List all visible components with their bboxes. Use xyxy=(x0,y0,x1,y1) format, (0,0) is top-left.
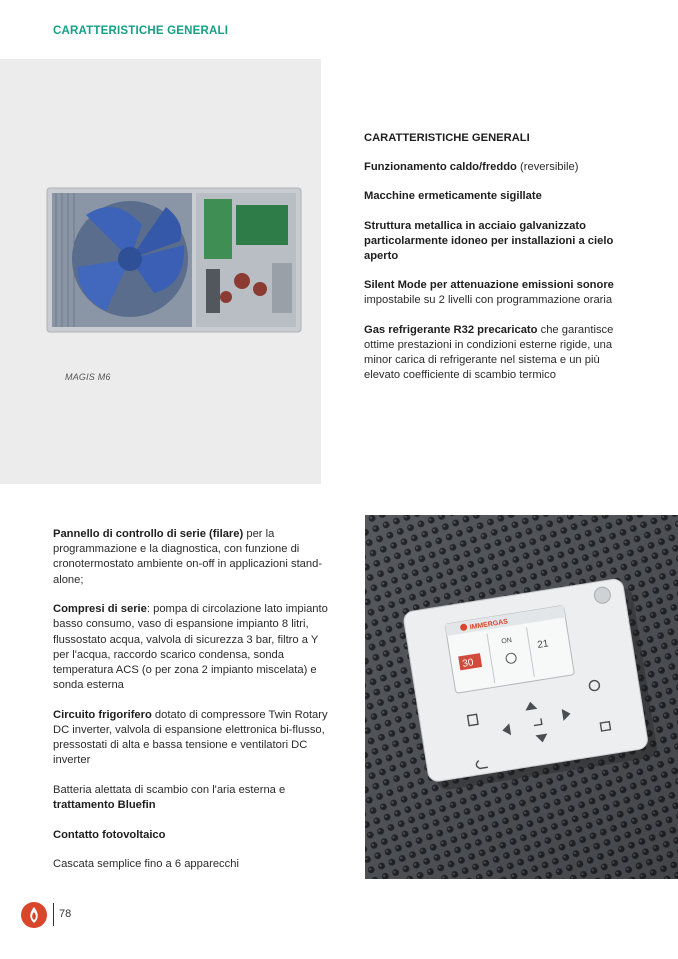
controller-right-value: 21 xyxy=(536,638,550,651)
controller-brand-label: IMMERGAS xyxy=(469,618,509,632)
feature-item: Struttura metallica in acciaio galvanizzato particolarmente idoneo per installazioni a cielo aperto xyxy=(364,219,614,263)
equipment-item: Compresi di serie: pompa di circolazione lato impianto basso consumo, vaso di espansione impianto 8 litri, flussostato acqua, valvola di sicurezza 3 bar, filtro a Y per l'acqua, raccordo scarico condensa, sonda temperatura ACS (o per zona 2 impianto miscelata) e sonda esterna xyxy=(53,603,328,692)
features-heading: CARATTERISTICHE GENERALI xyxy=(364,132,530,144)
equipment-item: Contatto fotovoltaico xyxy=(53,828,166,841)
page-number: 78 xyxy=(59,908,72,920)
figure-caption: MAGIS M6 xyxy=(65,372,111,382)
feature-item: Funzionamento caldo/freddo (reversibile) xyxy=(364,161,579,174)
equipment-item: Cascata semplice fino a 6 apparecchi xyxy=(53,858,239,871)
equipment-item: Circuito frigorifero dotato di compressore Twin Rotary DC inverter, valvola di espansione elettronica bi-flusso, pressostati di alta e bassa tensione e ventilatori DC inverter xyxy=(53,708,328,767)
section-title: CARATTERISTICHE GENERALI xyxy=(53,25,229,37)
feature-item: Macchine ermeticamente sigillate xyxy=(364,190,542,203)
outdoor-unit-image xyxy=(46,185,304,335)
brand-logo xyxy=(20,901,48,929)
equipment-item: Batteria alettata di scambio con l'aria esterna e trattamento Bluefin xyxy=(53,784,286,812)
feature-item: Silent Mode per attenuazione emissioni sonore impostabile su 2 livelli con programmazione oraria xyxy=(364,279,614,307)
control-panel-photo xyxy=(365,515,678,879)
equipment-item: Pannello di controllo di serie (filare) per la programmazione e la diagnostica, con funzione di cronotermostato ambiente on-off in applicazioni stand-alone; xyxy=(53,528,323,586)
general-features-column xyxy=(364,131,614,397)
footer-divider xyxy=(53,903,54,926)
controller-left-value: 30 xyxy=(461,657,475,670)
controller-mode-label: ON xyxy=(500,636,513,646)
equipment-column xyxy=(53,527,328,887)
feature-item: Gas refrigerante R32 precaricato che garantisce ottime prestazioni in condizioni esterne rigide, una minor carica di refrigerante nel sistema e un più elevato coefficiente di scambio termico xyxy=(364,323,614,382)
